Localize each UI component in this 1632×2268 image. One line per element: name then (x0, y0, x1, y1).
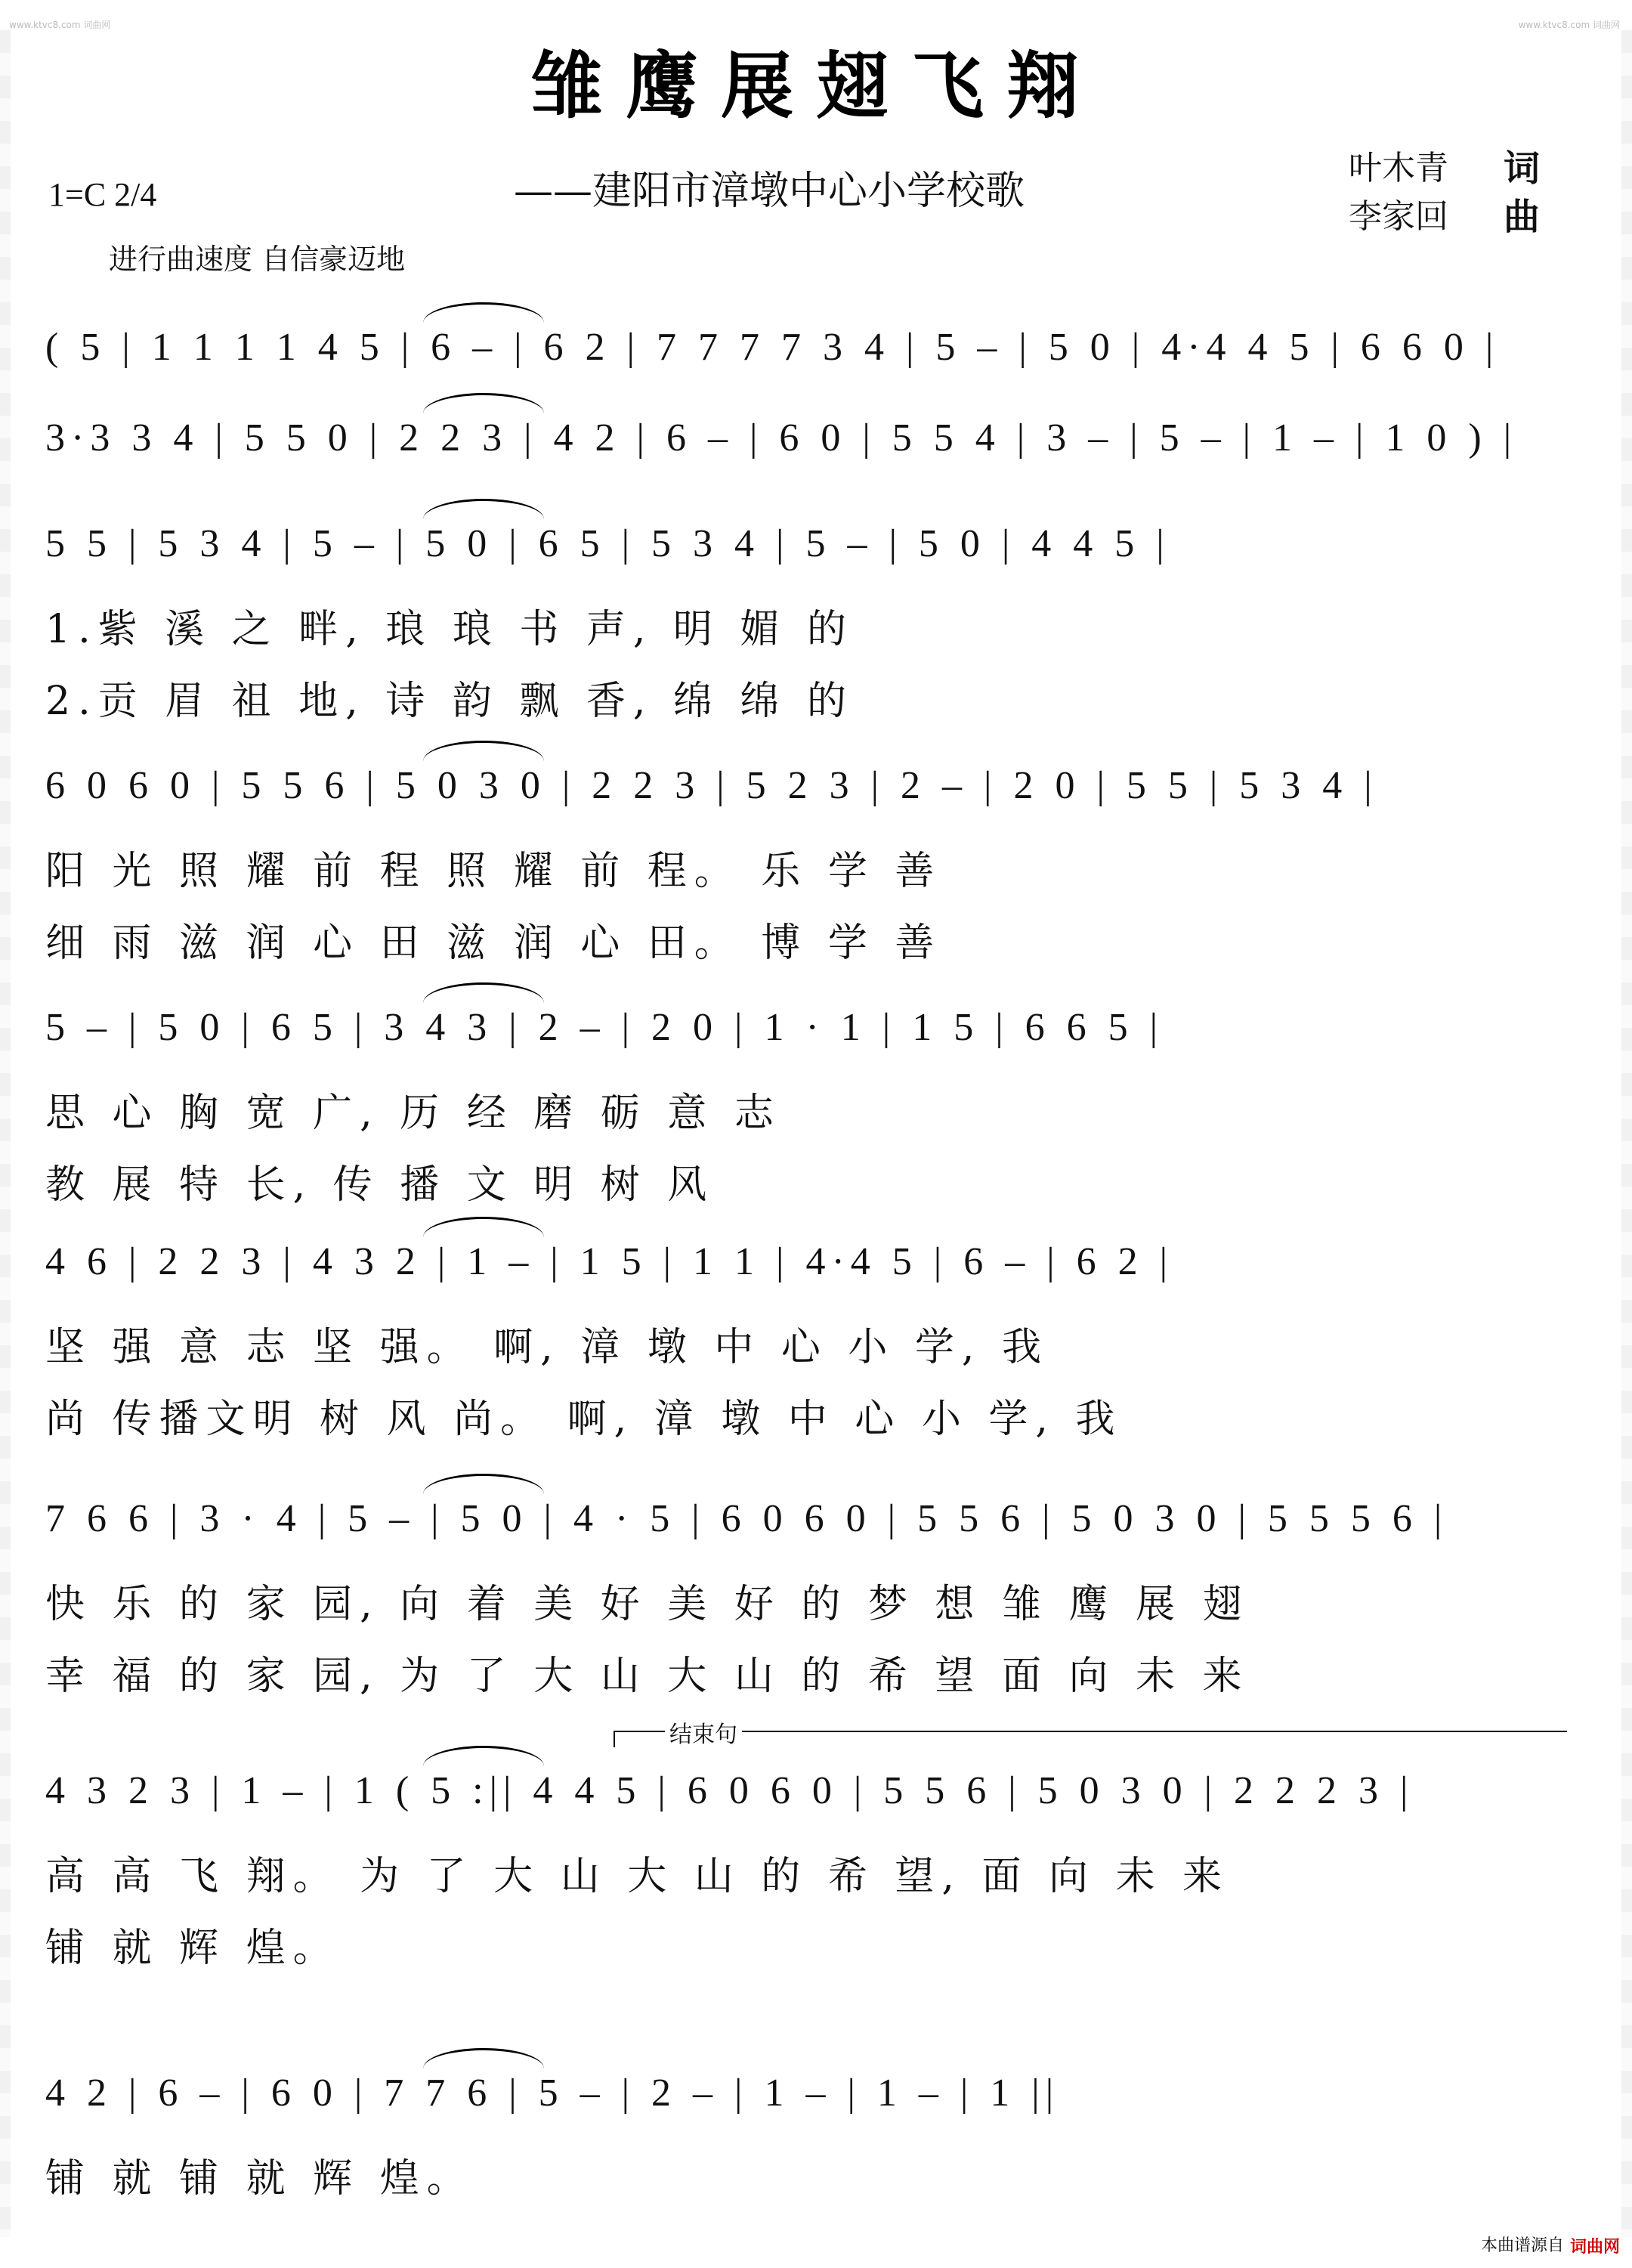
lyric-line: 坚 强 意 志 坚 强。 啊, 漳 墩 中 心 小 学, 我 (45, 1325, 1049, 1370)
slur-mark (423, 741, 544, 761)
slur-mark (423, 1217, 544, 1237)
lyric-line: 2.贡 眉 祖 地, 诗 韵 飘 香, 绵 绵 的 (45, 679, 854, 724)
footer-logo: 词曲网 (1569, 2238, 1620, 2257)
watermark-right: www.ktvc8.com 词曲网 (1518, 20, 1620, 30)
notation-line: 5 – | 5 0 | 6 5 | 3 4 3 | 2 – | 2 0 | 1 · 1 | 1 5 | 6 6 5 | (45, 1006, 1164, 1049)
slur-mark (423, 1746, 544, 1766)
watermark-left: www.ktvc8.com 词曲网 (9, 20, 111, 30)
notation-line: ( 5 | 1 1 1 1 4 5 | 6 – | 6 2 | 7 7 7 7 3 4 | 5 – | 5 0 | 4·4 4 5 | 6 6 0 | (45, 326, 1500, 369)
lyric-line: 高 高 飞 翔。 为 了 大 山 大 山 的 希 望, 面 向 未 来 (45, 1854, 1229, 1899)
slur-mark (423, 2048, 544, 2068)
song-subtitle: ——建阳市漳墩中心小学校歌 (514, 169, 1025, 214)
left-border-strip (0, 30, 11, 2237)
notation-line: 3·3 3 4 | 5 5 0 | 2 2 3 | 4 2 | 6 – | 6 0 | 5 5 4 | 3 – | 5 – | 1 – | 1 0 ) | (45, 416, 1518, 459)
lyric-line: 快 乐 的 家 园, 向 着 美 好 美 好 的 梦 想 雏 鹰 展 翅 (45, 1582, 1250, 1627)
notation-line: 7 6 6 | 3 · 4 | 5 – | 5 0 | 4 · 5 | 6 0 6 0 | 5 5 6 | 5 0 3 0 | 5 5 5 6 | (45, 1497, 1448, 1540)
footer-source: 本曲谱源自 (1480, 2236, 1564, 2255)
slur-mark (423, 982, 544, 1003)
key-signature: 1=C 2/4 (48, 176, 157, 213)
notation-line: 6 0 6 0 | 5 5 6 | 5 0 3 0 | 2 2 3 | 5 2 3 | 2 – | 2 0 | 5 5 | 5 3 4 | (45, 764, 1378, 807)
composer-role: 曲 (1504, 196, 1541, 238)
slur-mark (423, 499, 544, 519)
lyric-line: 幸 福 的 家 园, 为 了 大 山 大 山 的 希 望 面 向 未 来 (45, 1654, 1250, 1699)
ending-label: 结束句 (665, 1716, 742, 1749)
slur-mark (423, 1474, 544, 1494)
lyricist-name: 叶木青 (1349, 149, 1448, 187)
composer-name: 李家回 (1349, 197, 1448, 236)
notation-line: 4 3 2 3 | 1 – | 1 ( 5 :|| 4 4 5 | 6 0 6 0 | 5 5 6 | 5 0 3 0 | 2 2 2 3 | (45, 1769, 1414, 1812)
notation-line: 4 2 | 6 – | 6 0 | 7 7 6 | 5 – | 2 – | 1 – | 1 – | 1 || (45, 2072, 1060, 2115)
lyric-line: 1.紫 溪 之 畔, 琅 琅 书 声, 明 媚 的 (45, 607, 854, 652)
lyric-line: 阳 光 照 耀 前 程 照 耀 前 程。 乐 学 善 (45, 849, 942, 894)
lyric-line: 铺 就 铺 就 辉 煌。 (45, 2156, 474, 2201)
tempo-marking: 进行曲速度 自信豪迈地 (109, 243, 406, 276)
lyric-line: 尚 传播文明 树 风 尚。 啊, 漳 墩 中 心 小 学, 我 (45, 1397, 1123, 1442)
lyric-line: 铺 就 辉 煌。 (45, 1926, 340, 1971)
right-border-strip (1621, 30, 1632, 2237)
lyric-line: 教 展 特 长, 传 播 文 明 树 风 (45, 1162, 715, 1208)
song-title: 雏鹰展翅飞翔 (530, 43, 1102, 128)
slur-mark (423, 302, 544, 323)
ending-bracket (614, 1731, 1567, 1747)
lyricist-role: 词 (1504, 147, 1541, 190)
lyric-line: 思 心 胸 宽 广, 历 经 磨 砺 意 志 (45, 1091, 781, 1136)
notation-line: 4 6 | 2 2 3 | 4 3 2 | 1 – | 1 5 | 1 1 | 4·4 5 | 6 – | 6 2 | (45, 1240, 1174, 1283)
lyric-line: 细 雨 滋 润 心 田 滋 润 心 田。 博 学 善 (45, 921, 942, 966)
slur-mark (423, 393, 544, 413)
notation-line: 5 5 | 5 3 4 | 5 – | 5 0 | 6 5 | 5 3 4 | 5 – | 5 0 | 4 4 5 | (45, 522, 1170, 565)
